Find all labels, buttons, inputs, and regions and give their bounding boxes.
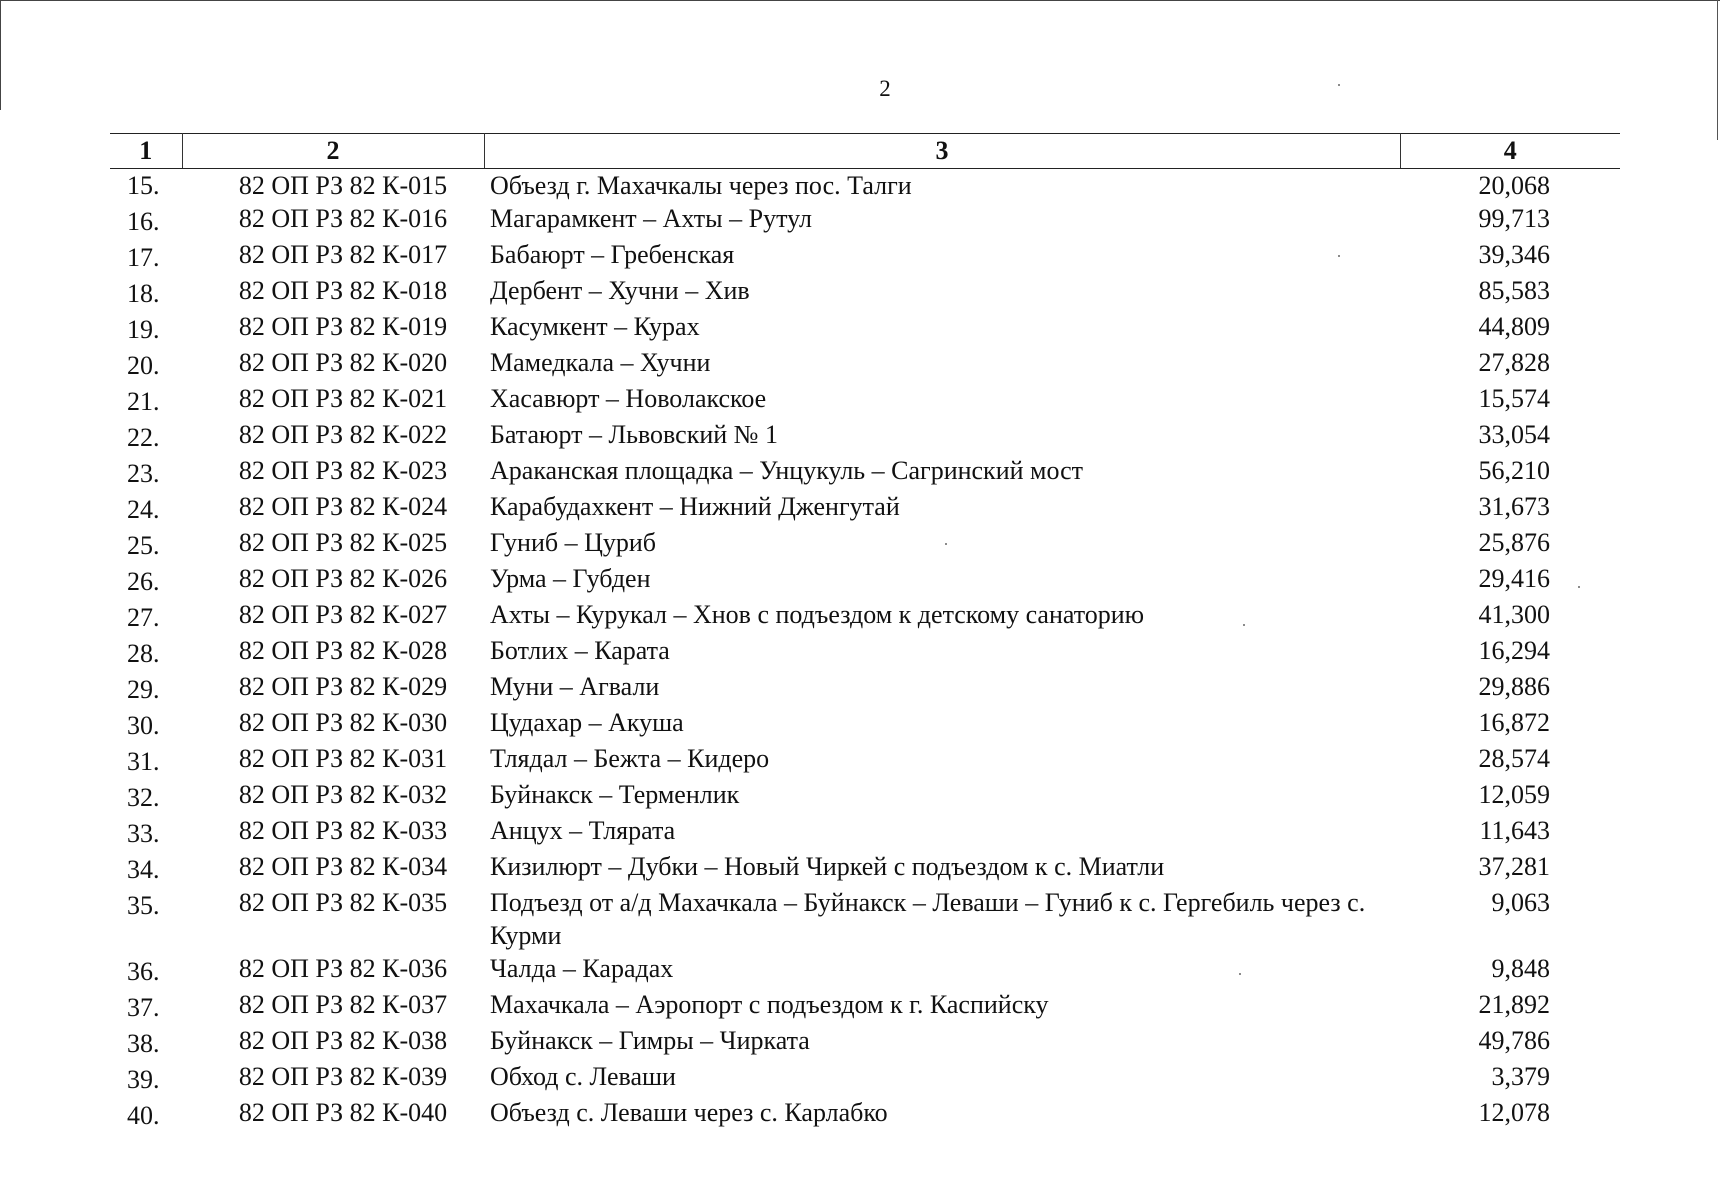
table-row — [110, 1096, 1620, 1132]
row-number: 30. — [127, 711, 160, 740]
scan-speck — [1338, 84, 1340, 86]
scan-speck — [1578, 586, 1580, 588]
road-length: 99,713 — [1478, 204, 1550, 233]
road-id-code: 82 ОП РЗ 82 К-031 — [238, 744, 448, 773]
scan-right-edge — [1717, 0, 1718, 140]
road-name: Гуниб – Цуриб — [490, 528, 657, 557]
road-name: Буйнакск – Гимры – Чирката — [490, 1026, 810, 1055]
row-number: 16. — [127, 207, 160, 236]
road-length: 85,583 — [1478, 276, 1550, 305]
row-number: 20. — [127, 351, 160, 380]
road-name: Дербент – Хучни – Хив — [490, 276, 750, 305]
road-length: 20,068 — [1478, 171, 1550, 200]
road-id-code: 82 ОП РЗ 82 К-036 — [238, 954, 448, 983]
table-row — [110, 886, 1620, 952]
row-number: 26. — [127, 567, 160, 596]
row-number: 17. — [127, 243, 160, 272]
road-id-code: 82 ОП РЗ 82 К-040 — [238, 1098, 448, 1127]
road-name: Махачкала – Аэропорт с подъездом к г. Каспийску — [490, 990, 1049, 1019]
road-length: 25,876 — [1478, 528, 1550, 557]
row-number: 36. — [127, 957, 160, 986]
row-number: 21. — [127, 387, 160, 416]
road-name: Карабудахкент – Нижний Дженгутай — [490, 492, 900, 521]
table-row — [110, 706, 1620, 742]
row-number: 33. — [127, 819, 160, 848]
table-row — [110, 634, 1620, 670]
row-number: 35. — [127, 891, 160, 920]
row-number: 19. — [127, 315, 160, 344]
table-row — [110, 742, 1620, 778]
table-row — [110, 310, 1620, 346]
road-name: Буйнакск – Терменлик — [490, 780, 740, 809]
row-number: 24. — [127, 495, 160, 524]
road-name: Цудахар – Акуша — [490, 708, 684, 737]
road-id-code: 82 ОП РЗ 82 К-037 — [238, 990, 448, 1019]
road-name: Ахты – Курукал – Хнов с подъездом к детскому санаторию — [490, 600, 1145, 629]
road-length: 3,379 — [1491, 1062, 1550, 1091]
scan-speck — [1338, 255, 1340, 257]
row-number: 22. — [127, 423, 160, 452]
header-row — [110, 134, 1620, 169]
road-id-code: 82 ОП РЗ 82 К-017 — [238, 240, 448, 269]
road-id-code: 82 ОП РЗ 82 К-032 — [238, 780, 448, 809]
table-row — [110, 988, 1620, 1024]
table-row — [110, 490, 1620, 526]
table-row — [110, 952, 1620, 988]
table-row — [110, 814, 1620, 850]
row-number: 25. — [127, 531, 160, 560]
road-id-code: 82 ОП РЗ 82 К-030 — [238, 708, 448, 737]
road-id-code: 82 ОП РЗ 82 К-026 — [238, 564, 448, 593]
table-row — [110, 238, 1620, 274]
header-col-2: 2 — [182, 134, 484, 169]
road-id-code: 82 ОП РЗ 82 К-020 — [238, 348, 448, 377]
road-name: Анцух – Тлярата — [490, 816, 676, 845]
road-length: 37,281 — [1478, 852, 1550, 881]
road-id-code: 82 ОП РЗ 82 К-028 — [238, 636, 448, 665]
road-name: Бабаюрт – Гребенская — [490, 240, 735, 269]
road-length: 44,809 — [1478, 312, 1550, 341]
road-name: Чалда – Карадах — [490, 954, 674, 983]
table-row — [110, 598, 1620, 634]
road-name: Урма – Губден — [490, 564, 651, 593]
road-length: 9,063 — [1491, 888, 1550, 917]
road-id-code: 82 ОП РЗ 82 К-033 — [238, 816, 448, 845]
road-name: Подъезд от а/д Махачкала – Буйнакск – Леваши – Гуниб к с. Гергебиль через с. Курми — [490, 888, 1366, 950]
road-length: 15,574 — [1478, 384, 1550, 413]
road-length: 29,416 — [1478, 564, 1550, 593]
table-row — [110, 1060, 1620, 1096]
road-length: 31,673 — [1478, 492, 1550, 521]
row-number: 40. — [127, 1101, 160, 1130]
road-name: Магарамкент – Ахты – Рутул — [490, 204, 812, 233]
road-id-code: 82 ОП РЗ 82 К-018 — [238, 276, 448, 305]
road-name: Объезд г. Махачкалы через пос. Талги — [490, 171, 912, 200]
page-number: 2 — [879, 76, 891, 101]
road-length: 12,059 — [1478, 780, 1550, 809]
road-length: 27,828 — [1478, 348, 1550, 377]
road-name: Муни – Агвали — [490, 672, 660, 701]
table-row — [110, 418, 1620, 454]
row-number: 15. — [127, 171, 160, 200]
table-row — [110, 202, 1620, 238]
road-name: Мамедкала – Хучни — [490, 348, 711, 377]
road-name: Объезд с. Леваши через с. Карлабко — [490, 1098, 888, 1127]
scan-top-edge — [0, 0, 1720, 1]
road-id-code: 82 ОП РЗ 82 К-019 — [238, 312, 448, 341]
row-number: 23. — [127, 459, 160, 488]
road-id-code: 82 ОП РЗ 82 К-022 — [238, 420, 448, 449]
road-length: 28,574 — [1478, 744, 1550, 773]
roads-table — [110, 133, 1620, 1132]
road-length: 41,300 — [1478, 600, 1550, 629]
road-length: 16,294 — [1478, 636, 1550, 665]
table-row — [110, 274, 1620, 310]
road-name: Батаюрт – Львовский № 1 — [490, 420, 778, 449]
scan-speck — [1239, 973, 1241, 975]
row-number: 18. — [127, 279, 160, 308]
road-id-code: 82 ОП РЗ 82 К-038 — [238, 1026, 448, 1055]
road-name: Касумкент – Курах — [490, 312, 700, 341]
scan-speck — [945, 543, 947, 545]
row-number: 39. — [127, 1065, 160, 1094]
road-id-code: 82 ОП РЗ 82 К-034 — [238, 852, 448, 881]
row-number: 29. — [127, 675, 160, 704]
table-row — [110, 670, 1620, 706]
header-col-3: 3 — [484, 134, 1400, 169]
road-name: Тлядал – Бежта – Кидеро — [490, 744, 770, 773]
road-name: Обход с. Леваши — [490, 1062, 676, 1091]
road-length: 21,892 — [1478, 990, 1550, 1019]
road-length: 33,054 — [1478, 420, 1550, 449]
road-id-code: 82 ОП РЗ 82 К-035 — [238, 888, 448, 917]
road-length: 11,643 — [1479, 816, 1550, 845]
row-number: 38. — [127, 1029, 160, 1058]
table-row — [110, 169, 1620, 203]
road-length: 39,346 — [1478, 240, 1550, 269]
road-id-code: 82 ОП РЗ 82 К-024 — [238, 492, 448, 521]
road-id-code: 82 ОП РЗ 82 К-039 — [238, 1062, 448, 1091]
road-id-code: 82 ОП РЗ 82 К-025 — [238, 528, 448, 557]
row-number: 32. — [127, 783, 160, 812]
table-body — [110, 169, 1620, 1133]
header-col-4: 4 — [1400, 134, 1620, 169]
row-number: 28. — [127, 639, 160, 668]
road-id-code: 82 ОП РЗ 82 К-023 — [238, 456, 448, 485]
table-row — [110, 778, 1620, 814]
row-number: 34. — [127, 855, 160, 884]
road-length: 12,078 — [1478, 1098, 1550, 1127]
road-name: Араканская площадка – Унцукуль – Сагринский мост — [490, 456, 1084, 485]
road-id-code: 82 ОП РЗ 82 К-021 — [238, 384, 448, 413]
table-row — [110, 382, 1620, 418]
table-row — [110, 562, 1620, 598]
road-id-code: 82 ОП РЗ 82 К-015 — [238, 171, 448, 200]
row-number: 31. — [127, 747, 160, 776]
header-col-1: 1 — [110, 134, 182, 169]
row-number: 27. — [127, 603, 160, 632]
road-length: 49,786 — [1478, 1026, 1550, 1055]
road-id-code: 82 ОП РЗ 82 К-016 — [238, 204, 448, 233]
scan-speck — [1243, 624, 1245, 626]
table-row — [110, 850, 1620, 886]
road-length: 56,210 — [1478, 456, 1550, 485]
road-id-code: 82 ОП РЗ 82 К-029 — [238, 672, 448, 701]
table-row — [110, 454, 1620, 490]
table-row — [110, 346, 1620, 382]
table-row — [110, 1024, 1620, 1060]
road-name: Ботлих – Карата — [490, 636, 670, 665]
row-number: 37. — [127, 993, 160, 1022]
table-row — [110, 526, 1620, 562]
road-length: 16,872 — [1478, 708, 1550, 737]
road-name: Хасавюрт – Новолакское — [490, 384, 767, 413]
road-length: 9,848 — [1491, 954, 1550, 983]
road-length: 29,886 — [1478, 672, 1550, 701]
road-name: Кизилюрт – Дубки – Новый Чиркей с подъездом к с. Миатли — [490, 852, 1165, 881]
road-id-code: 82 ОП РЗ 82 К-027 — [238, 600, 448, 629]
